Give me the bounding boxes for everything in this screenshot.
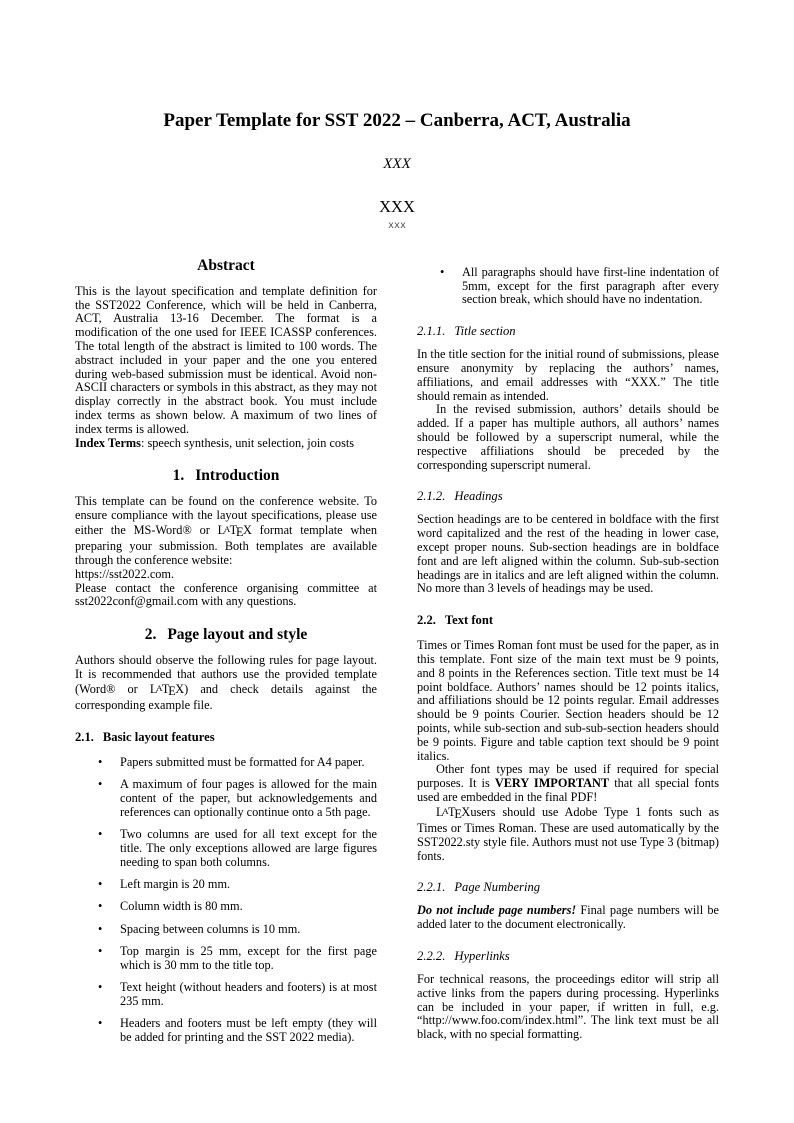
affiliation-line: XXX <box>379 196 415 216</box>
section-number: 2.2.2. <box>417 949 446 963</box>
paragraph: Index Terms: speech synthesis, unit selection, join costs <box>75 435 355 450</box>
paper-title: Paper Template for SST 2022 – Canberra, ACT, Australia <box>163 110 631 131</box>
section-number: 2.1.2. <box>417 489 446 504</box>
paragraph: LATEXusers should use Adobe Type 1 fonts such as Times or Times Roman. These are used automatically by the SST2022.sty style file. Authors must not use Type 3 (bitmap) fonts. <box>417 804 719 863</box>
title-block <box>75 110 719 232</box>
bullet-item: • Papers submitted must be formatted for A4 paper. <box>120 756 377 770</box>
latex-logo: LATEX <box>436 804 471 822</box>
section-title: Headings <box>454 489 503 504</box>
paragraph: Do not include page numbers! Final page numbers will be added later to the document electronically. <box>417 903 719 932</box>
paragraph: In the revised submission, authors’ details should be added. If a paper has multiple authors, all authors’ names should be followed by a superscript numeral, while the respective affiliations should be preceded by the corresponding superscript numeral. <box>417 402 719 472</box>
latex-logo: LATEX <box>217 522 252 540</box>
section-heading <box>417 613 719 627</box>
latex-raised-a: A <box>156 682 163 693</box>
latex-lowered-e: E <box>168 684 176 699</box>
section-number: 2.1. <box>75 729 94 744</box>
section-heading <box>417 880 719 894</box>
section-heading <box>75 466 377 485</box>
paragraph: Other font types may be used if required for special purposes. It is VERY IMPORTANT that all special fonts used are embedded in the final PDF! <box>417 762 719 804</box>
latex-lowered-e: E <box>235 525 244 540</box>
section-heading <box>417 489 719 503</box>
bullet-list <box>75 756 377 1045</box>
bullet-item: • Top margin is 25 mm, except for the first page which is 30 mm to the title top. <box>120 945 377 973</box>
paragraph: Authors should observe the following rules for page layout. It is recommended that authors use the provided template (Word® or LATEX) and check details against the corresponding example file. <box>75 653 377 713</box>
paragraph: This template can be found on the conference website. To ensure compliance with the layout specifications, please use either the MS-Word® or LATEX format template when preparing your submission. Both templates are available through the conference website: <box>75 494 377 568</box>
latex-lowered-e: E <box>454 807 462 822</box>
bold-text: VERY IMPORTANT <box>494 776 610 791</box>
section-title: Hyperlinks <box>454 949 510 963</box>
section-title: Basic layout features <box>102 729 215 744</box>
latex-raised-a: A <box>442 805 449 816</box>
paragraph: This is the layout specification and template definition for the SST2022 Conference, which will be held in Canberra, ACT, Australia 13-16 December. The format is a modification of the one used for IEEE ICASSP conferences. The total length of the abstract is limited to 100 words. The abstract included in your paper and the one you entered during web-based submission must be identical. Avoid non-ASCII characters or symbols in this abstract, as they may not display correctly in the abstract book. You must include index terms as shown below. A maximum of two lines of index terms is allowed. <box>75 283 377 436</box>
bullet-item: • All paragraphs should have first-line indentation of 5mm, except for the first paragraph after every section break, which should have no indentation. <box>462 266 719 307</box>
bullet-item: • Headers and footers must be left empty (they will be added for printing and the SST 2022 media). <box>120 1017 377 1045</box>
two-column-body <box>75 256 719 1053</box>
bullet-item: • Column width is 80 mm. <box>120 900 377 914</box>
bullet-item: • Left margin is 20 mm. <box>120 878 377 892</box>
paragraph: https://sst2022.com. <box>75 566 175 581</box>
bullet-item: • Text height (without headers and footers) is at most 235 mm. <box>120 981 377 1009</box>
section-heading <box>417 949 719 963</box>
latex-raised-a: A <box>223 523 231 534</box>
section-number: 2. <box>144 626 157 644</box>
section-number: 2.2.1. <box>417 880 446 895</box>
section-title: Abstract <box>197 256 255 274</box>
authors-line: XXX <box>383 155 411 172</box>
section-heading <box>75 730 377 744</box>
latex-logo: LATEX <box>149 681 185 699</box>
bold-italic-text: Do not include page numbers! <box>417 903 577 918</box>
section-number: 2.1.1. <box>417 324 446 339</box>
section-number: 2.2. <box>417 613 436 628</box>
section-title: Page Numbering <box>454 880 541 895</box>
email-line: xxx <box>387 220 406 232</box>
section-title: Introduction <box>195 467 280 485</box>
column-right <box>417 256 719 1053</box>
section-title: Page layout and style <box>167 626 308 644</box>
bullet-list <box>417 266 719 307</box>
bullet-item: • Spacing between columns is 10 mm. <box>120 923 377 937</box>
bullet-item: • Two columns are used for all text except for the title. The only exceptions allowed are large figures needing to span both columns. <box>120 828 377 869</box>
section-title: Title section <box>454 324 516 339</box>
section-heading <box>75 625 377 644</box>
section-heading <box>417 324 719 338</box>
section-title: Text font <box>444 613 494 628</box>
section-number: 1. <box>172 467 185 485</box>
bold-text: Index Terms <box>75 435 141 450</box>
paragraph: Section headings are to be centered in boldface with the first word capitalized and the rest of the heading in lower case, except proper nouns. Sub-section headings are in boldface font and are left aligned within the column. Sub-sub-section headings are in italics and are left aligned within the column. No more than 3 levels of headings may be used. <box>417 512 719 596</box>
column-left <box>75 256 377 1053</box>
paragraph: For technical reasons, the proceedings editor will strip all active links from the papers during processing. Hyperlinks can be included in your paper, if written in full, e.g. “http://www.foo.com/index.html”. The link text must be all black, with no special formatting. <box>417 972 719 1042</box>
paragraph: Please contact the conference organising committee at sst2022conf@gmail.com with any questions. <box>75 580 377 609</box>
bullet-item: • A maximum of four pages is allowed for the main content of the paper, but acknowledgements and references can optionally continue onto a 5th page. <box>120 778 377 819</box>
paragraph: In the title section for the initial round of submissions, please ensure anonymity by replacing the authors’ names, affiliations, and email addresses with “XXX.” The title should remain as intended. <box>417 347 719 403</box>
section-heading <box>75 256 377 275</box>
paragraph: Times or Times Roman font must be used for the paper, as in this template. Font size of the main text must be 9 points, and 8 points in the References section. Title text must be 14 point boldface. Authors’ names should be 12 points italics, and affiliations should be 12 points regular. Email addresses should be 9 points Courier. Section headers should be 12 points, while sub-section and sub-sub-section headers should be 9 points. Figure and table caption text should be 9 point italics. <box>417 638 719 763</box>
